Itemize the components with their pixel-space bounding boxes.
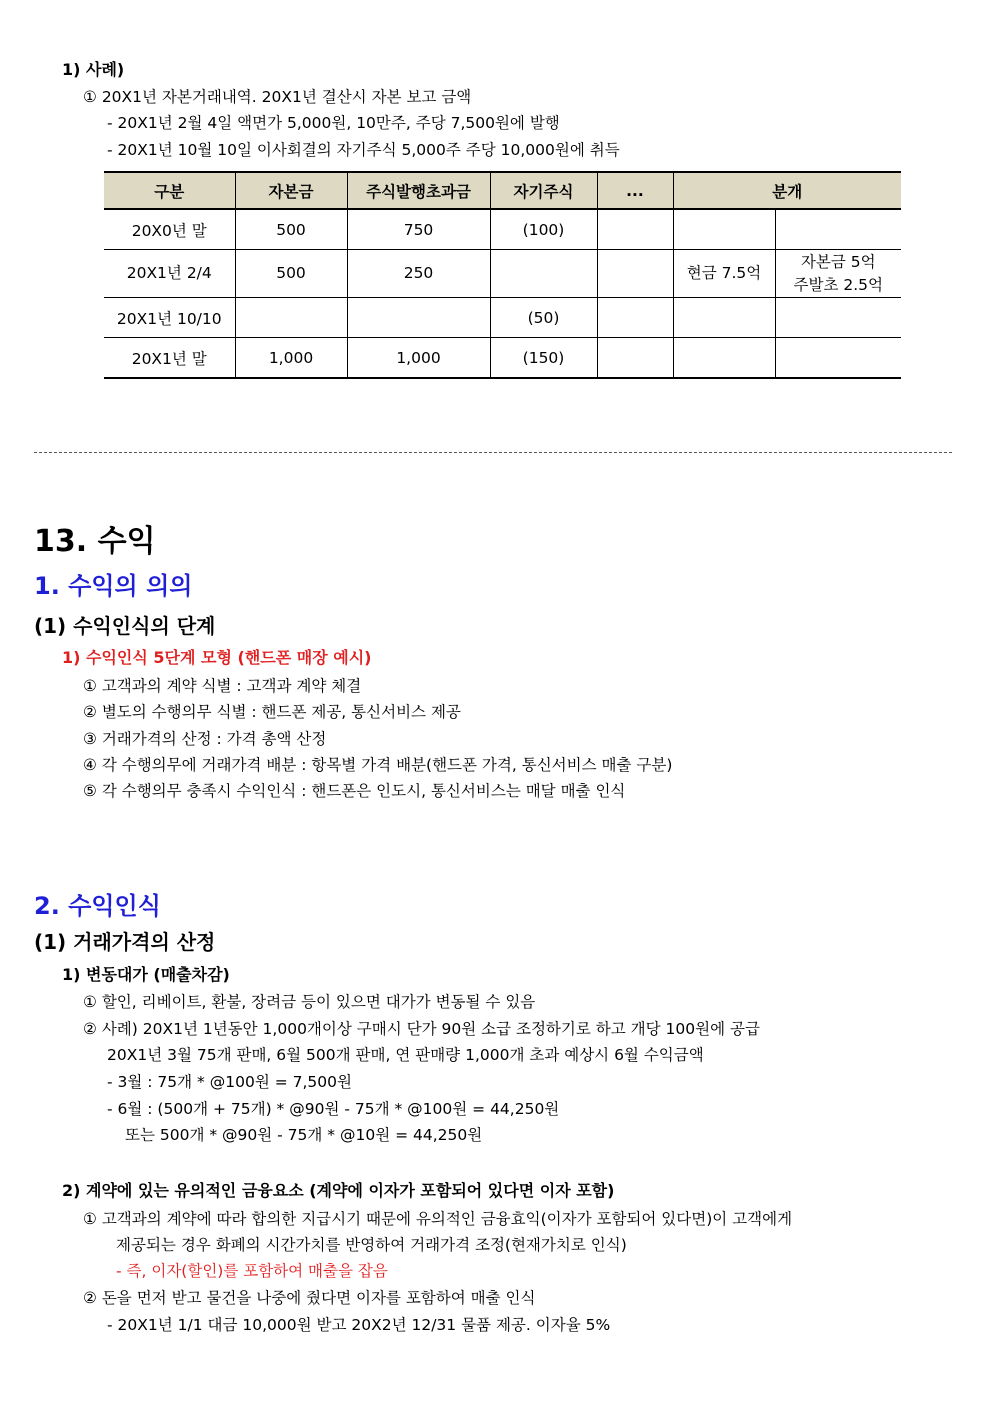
table-cell: 현금 7.5억 [673, 250, 775, 298]
item-title: 1) 변동대가 (매출차감) [62, 965, 230, 984]
section-divider [34, 452, 952, 453]
table-cell: (50) [490, 298, 597, 338]
table-cell: 20X1년 10/10 [104, 298, 235, 338]
table-cell: (150) [490, 338, 597, 379]
table-cell [597, 250, 673, 298]
journal-line: 자본금 5억 [800, 253, 876, 272]
section-title: 2. 수익인식 [34, 892, 161, 920]
table-cell: 500 [235, 250, 347, 298]
step-item: ④ 각 수행의무에 거래가격 배분 : 항목별 가격 배분(핸드폰 가격, 통신서비스 매출 구분) [83, 756, 673, 774]
journal-line: 주발초 2.5억 [793, 275, 883, 294]
table-row [104, 298, 901, 338]
table-cell [673, 298, 775, 338]
subsection-title: (1) 수익인식의 단계 [34, 614, 216, 638]
chapter-title: 13. 수익 [34, 524, 156, 559]
table-cell [597, 209, 673, 250]
body-line: - 6월 : (500개 + 75개) * @90원 - 75개 * @100원 = 44,250원 [107, 1100, 560, 1118]
section-title: 1. 수익의 의의 [34, 572, 193, 600]
body-line: - 3월 : 75개 * @100원 = 7,500원 [107, 1073, 352, 1091]
example-line: ① 20X1년 자본거래내역. 20X1년 결산시 자본 보고 금액 [83, 88, 472, 106]
table-cell [347, 298, 490, 338]
body-line: 또는 500개 * @90원 - 75개 * @10원 = 44,250원 [125, 1126, 483, 1144]
table-cell [775, 250, 901, 298]
table-cell: 20X0년 말 [104, 209, 235, 250]
body-line: - 20X1년 1/1 대금 10,000원 받고 20X2년 12/31 물품 제공. 이자율 5% [107, 1316, 611, 1334]
table-cell: 20X1년 2/4 [104, 250, 235, 298]
table-cell [235, 298, 347, 338]
body-line: ② 사례) 20X1년 1년동안 1,000개이상 구매시 단가 90원 소급 조정하기로 하고 개당 100원에 공급 [83, 1020, 760, 1038]
table-cell [597, 338, 673, 379]
body-line: 20X1년 3월 75개 판매, 6월 500개 판매, 연 판매량 1,000개 초과 예상시 6월 수익금액 [107, 1046, 704, 1064]
table-cell: 20X1년 말 [104, 338, 235, 379]
table-cell [673, 209, 775, 250]
table-header: ... [597, 172, 673, 209]
body-line: ① 할인, 리베이트, 환불, 장려금 등이 있으면 대가가 변동될 수 있음 [83, 993, 536, 1011]
step-item: ② 별도의 수행의무 식별 : 핸드폰 제공, 통신서비스 제공 [83, 703, 461, 721]
example-line: - 20X1년 10월 10일 이사회결의 자기주식 5,000주 주당 10,000원에 취득 [107, 141, 620, 159]
example-line: - 20X1년 2월 4일 액면가 5,000원, 10만주, 주당 7,500원에 발행 [107, 114, 560, 132]
table-cell: 750 [347, 209, 490, 250]
example-heading: 1) 사례) [62, 60, 125, 79]
body-line: ② 돈을 먼저 받고 물건을 나중에 줬다면 이자를 포함하여 매출 인식 [83, 1289, 536, 1307]
item-title: 2) 계약에 있는 유의적인 금융요소 (계약에 이자가 포함되어 있다면 이자 포함) [62, 1181, 615, 1200]
table-cell: 1,000 [235, 338, 347, 379]
table-header: 자기주식 [490, 172, 597, 209]
table-row [104, 338, 901, 379]
table-cell [775, 338, 901, 379]
capital-table [104, 171, 901, 379]
body-line: 제공되는 경우 화폐의 시간가치를 반영하여 거래가격 조정(현재가치로 인식) [116, 1236, 627, 1254]
table-header: 주식발행초과금 [347, 172, 490, 209]
table-cell [775, 298, 901, 338]
table-header: 분개 [673, 172, 901, 209]
table-cell [597, 298, 673, 338]
table-header: 구분 [104, 172, 235, 209]
body-line: ① 고객과의 계약에 따라 합의한 지급시기 때문에 유의적인 금융효익(이자가 포함되어 있다면)이 고객에게 [83, 1210, 793, 1228]
table-row [104, 209, 901, 250]
table-cell [775, 209, 901, 250]
step-item: ⑤ 각 수행의무 충족시 수익인식 : 핸드폰은 인도시, 통신서비스는 매달 매출 인식 [83, 782, 626, 800]
table-header-row [104, 172, 901, 209]
table-cell [673, 338, 775, 379]
table-cell: 500 [235, 209, 347, 250]
highlight-line: - 즉, 이자(할인)를 포함하여 매출을 잡음 [116, 1262, 388, 1280]
table-header: 자본금 [235, 172, 347, 209]
table-row [104, 250, 901, 298]
item-title: 1) 수익인식 5단계 모형 (핸드폰 매장 예시) [62, 648, 372, 667]
table-cell: 250 [347, 250, 490, 298]
table-cell [490, 250, 597, 298]
table-cell: (100) [490, 209, 597, 250]
step-item: ① 고객과의 계약 식별 : 고객과 계약 체결 [83, 677, 362, 695]
subsection-title: (1) 거래가격의 산정 [34, 930, 216, 954]
step-item: ③ 거래가격의 산정 : 가격 총액 산정 [83, 730, 327, 748]
table-cell: 1,000 [347, 338, 490, 379]
